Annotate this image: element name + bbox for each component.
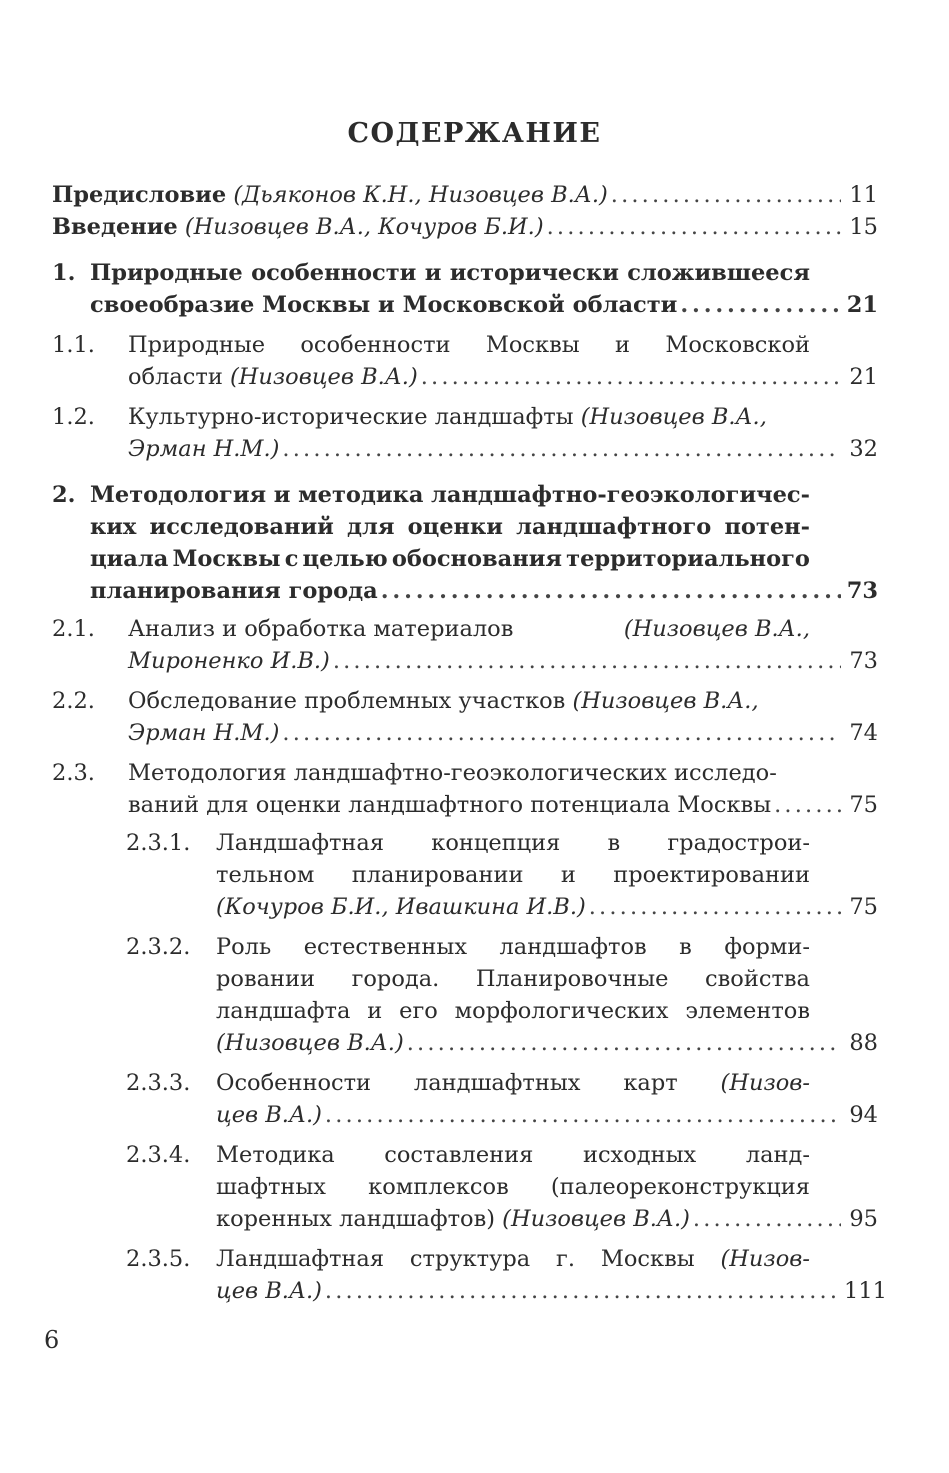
entry-authors: (Низовцев В.А., (580, 404, 767, 430)
word: Особенности (216, 1070, 372, 1096)
entry-authors: (Низовцев В.А.) (502, 1206, 690, 1232)
entry-authors: (Низовцев В.А.) (216, 1030, 404, 1056)
entry-line: ваний для оценки ландшафтного потенциала Москвы (128, 792, 772, 818)
leader-dots (547, 212, 841, 242)
entry-line: области (128, 364, 223, 390)
entry-page: 74 (849, 720, 878, 746)
leader-dots (421, 362, 841, 392)
entry-authors: (Низовцев В.А., Кочуров Б.И.) (184, 214, 544, 240)
word: в (607, 830, 621, 856)
entry-line (216, 996, 810, 1026)
word: естественных (303, 934, 468, 960)
leader-dots (693, 1204, 841, 1234)
entry-line (216, 1172, 810, 1202)
word: Московской (665, 332, 810, 358)
word: и (273, 482, 291, 508)
entry-authors: цев В.А.) (216, 1278, 322, 1304)
word: ландшафтного (516, 514, 712, 540)
entry-line: Культурно-исторические ландшафты (128, 404, 574, 430)
leader-dots (589, 892, 841, 922)
entry-page: 75 (849, 792, 878, 818)
entry-line (216, 1140, 810, 1170)
word: особенности (300, 332, 451, 358)
word: элементов (685, 998, 810, 1024)
word: циала (90, 546, 169, 572)
leader-dots (282, 718, 841, 748)
word: города. (351, 966, 440, 992)
entry-line: планирования города (90, 578, 378, 604)
entry-line (216, 828, 810, 858)
entry-number: 2. (52, 482, 76, 508)
word: Москвы (600, 1246, 695, 1272)
word: шафтных (216, 1174, 326, 1200)
word: оценки (407, 514, 503, 540)
entry-number: 2.3. (52, 760, 95, 786)
entry-number: 2.3.2. (126, 934, 191, 960)
word: Ландшафтная (216, 1246, 385, 1272)
entry-number: 2.3.3. (126, 1070, 191, 1096)
word: исторически (449, 260, 619, 286)
word: ланд- (745, 1142, 810, 1168)
entry-authors: Эрман Н.М.) (128, 436, 280, 462)
word: ких (90, 514, 137, 540)
word: Планировочные (475, 966, 669, 992)
entry-number: 1.1. (52, 332, 95, 358)
entry-authors: (Низовцев В.А., (572, 688, 759, 714)
word: ландшафтных (413, 1070, 581, 1096)
entry-authors: (Низов- (720, 1070, 810, 1096)
word: целью (302, 546, 388, 572)
word: потен- (724, 514, 810, 540)
entry-page: 32 (849, 436, 878, 462)
entry-page: 11 (849, 182, 878, 208)
entry-authors: (Дьяконов К.Н., Низовцев В.А.) (233, 182, 608, 208)
word: и (615, 332, 630, 358)
entry-line (216, 932, 810, 962)
word: исходных (582, 1142, 697, 1168)
entry-label: Введение (52, 214, 178, 240)
word: сложившееся (627, 260, 810, 286)
word: структура (409, 1246, 531, 1272)
word: г. (556, 1246, 575, 1272)
word: с (284, 546, 299, 572)
entry-page: 88 (849, 1030, 878, 1056)
word: морфологических (454, 998, 669, 1024)
entry-authors: Мироненко И.В.) (128, 648, 330, 674)
word: территориального (566, 546, 810, 572)
word: его (399, 998, 438, 1024)
entry-line: Анализ и обработка материалов (128, 616, 514, 642)
word: для (346, 514, 395, 540)
entry-number: 1. (52, 260, 76, 286)
entry-number: 1.2. (52, 404, 95, 430)
word: обоснования (391, 546, 563, 572)
entry-page: 15 (849, 214, 878, 240)
entry-line (216, 1244, 810, 1274)
entry-line: Методология ландшафтно-геоэкологических исследо- (128, 760, 777, 786)
leader-dots (680, 290, 841, 320)
word: комплексов (368, 1174, 509, 1200)
leader-dots (774, 790, 841, 820)
entry-authors: (Кочуров Б.И., Ивашкина И.В.) (216, 894, 586, 920)
word: в (679, 934, 692, 960)
word: составления (384, 1142, 534, 1168)
entry-number: 2.1. (52, 616, 95, 642)
entry-page: 94 (849, 1102, 878, 1128)
word: Москвы (172, 546, 281, 572)
entry-number: 2.3.1. (126, 830, 191, 856)
word: планировании (351, 862, 524, 888)
word: Методика (216, 1142, 335, 1168)
word: Природные (90, 260, 243, 286)
word: ровании (216, 966, 316, 992)
entry-page: 21 (849, 364, 878, 390)
word: Роль (216, 934, 272, 960)
word: карт (623, 1070, 678, 1096)
word: форми- (724, 934, 810, 960)
word: и (560, 862, 576, 888)
word: (палеореконструкция (550, 1174, 810, 1200)
leader-dots (407, 1028, 841, 1058)
entry-page: 111 (844, 1278, 887, 1304)
word: ландшафтно-геоэкологичес- (431, 482, 810, 508)
word: тельном (216, 862, 315, 888)
leader-dots (611, 180, 841, 210)
entry-line (128, 330, 810, 360)
word: методика (298, 482, 424, 508)
entry-line: Обследование проблемных участков (128, 688, 566, 714)
word: исследований (149, 514, 334, 540)
entry-number: 2.3.5. (126, 1246, 191, 1272)
word: градострои- (667, 830, 810, 856)
entry-authors: (Низовцев В.А., (623, 616, 810, 642)
entry-page: 73 (849, 648, 878, 674)
entry-number: 2.2. (52, 688, 95, 714)
entry-authors: Эрман Н.М.) (128, 720, 280, 746)
word: ландшафтов (499, 934, 647, 960)
entry-line (216, 1068, 810, 1098)
word: Ландшафтная (216, 830, 385, 856)
entry-line (90, 258, 810, 288)
word: и (367, 998, 383, 1024)
entry-authors: цев В.А.) (216, 1102, 322, 1128)
word: Москвы (485, 332, 580, 358)
word: Методология (90, 482, 267, 508)
leader-dots (325, 1100, 841, 1130)
word: концепция (431, 830, 561, 856)
word: особенности (251, 260, 417, 286)
page-title: СОДЕРЖАНИЕ (347, 118, 602, 149)
entry-line: коренных ландшафтов) (216, 1206, 496, 1232)
entry-page: 21 (846, 292, 878, 318)
leader-dots (325, 1276, 841, 1306)
entry-line: своеобразие Москвы и Московской области (90, 292, 678, 318)
leader-dots (381, 576, 841, 606)
leader-dots (333, 646, 841, 676)
entry-page: 73 (846, 578, 878, 604)
entry-line (90, 544, 810, 574)
word: и (424, 260, 442, 286)
leader-dots (282, 434, 841, 464)
entry-page: 95 (849, 1206, 878, 1232)
entry-label: Предисловие (52, 182, 227, 208)
entry-authors: (Низовцев В.А.) (230, 364, 418, 390)
entry-line (90, 480, 810, 510)
entry-page: 75 (849, 894, 878, 920)
entry-line (216, 860, 810, 890)
entry-line (216, 964, 810, 994)
entry-line (90, 512, 810, 542)
word: Природные (128, 332, 266, 358)
entry-authors: (Низов- (720, 1246, 810, 1272)
word: ландшафта (216, 998, 351, 1024)
page-number: 6 (44, 1326, 60, 1354)
entry-number: 2.3.4. (126, 1142, 191, 1168)
word: проектировании (613, 862, 810, 888)
word: свойства (705, 966, 810, 992)
